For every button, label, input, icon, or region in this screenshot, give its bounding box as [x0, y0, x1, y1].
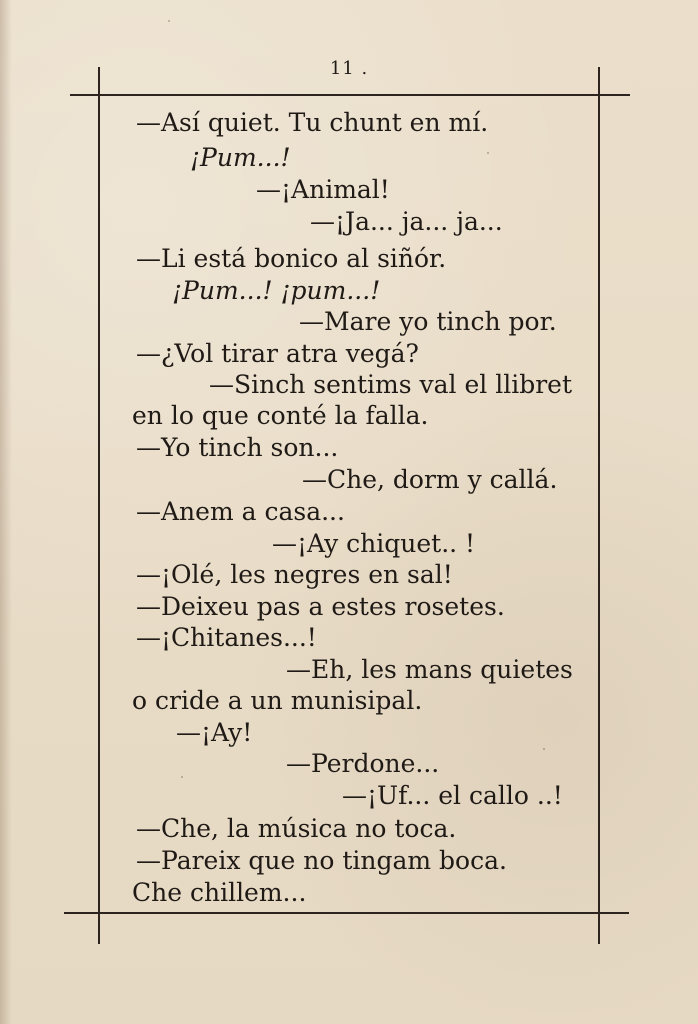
- text-line-6: ¡Pum...! ¡pum...!: [172, 276, 381, 305]
- text-line-13: —Anem a casa...: [136, 497, 345, 526]
- text-line-18: —Eh, les mans quietes: [286, 655, 573, 684]
- text-line-1: —Así quiet. Tu chunt en mí.: [136, 108, 489, 137]
- text-line-5: —Li está bonico al siñór.: [136, 244, 447, 273]
- page-number: 11 .: [329, 58, 369, 79]
- text-line-22: —¡Uf... el callo ..!: [342, 781, 563, 810]
- dialogue-content: [132, 108, 582, 907]
- paper-speck-2: [487, 152, 489, 154]
- top-border-line: [70, 94, 630, 96]
- text-line-12: —Che, dorm y callá.: [302, 465, 558, 494]
- bottom-border-line: [64, 912, 629, 914]
- text-line-17: —¡Chitanes...!: [136, 623, 317, 652]
- text-line-4: —¡Ja... ja... ja...: [310, 207, 503, 236]
- left-border-line: [98, 67, 100, 944]
- right-border-line: [598, 67, 600, 944]
- text-line-7: —Mare yo tinch por.: [299, 307, 557, 336]
- page-edge-shadow: [0, 0, 12, 1024]
- text-line-20: —¡Ay!: [176, 718, 253, 747]
- text-line-16: —Deixeu pas a estes rosetes.: [136, 592, 505, 621]
- text-line-21: —Perdone...: [286, 749, 440, 778]
- text-line-9: —Sinch sentims val el llibret: [209, 370, 573, 399]
- text-line-11: —Yo tinch son...: [136, 433, 339, 462]
- text-line-2: ¡Pum...!: [190, 143, 291, 172]
- paper-speck-1: [168, 20, 170, 22]
- text-line-23: —Che, la música no toca.: [136, 814, 457, 843]
- text-line-10: en lo que conté la falla.: [132, 401, 429, 430]
- paper-speck-3: [543, 748, 545, 750]
- text-line-8: —¿Vol tirar atra vegá?: [136, 339, 419, 368]
- text-line-24: —Pareix que no tingam boca.: [136, 846, 507, 875]
- paper-speck-4: [181, 776, 183, 778]
- text-line-3: —¡Animal!: [256, 175, 390, 204]
- text-line-19: o cride a un munisipal.: [132, 686, 423, 715]
- text-line-14: —¡Ay chiquet.. !: [272, 529, 476, 558]
- text-line-15: —¡Olé, les negres en sal!: [136, 560, 453, 589]
- text-line-25: Che chillem...: [132, 878, 307, 907]
